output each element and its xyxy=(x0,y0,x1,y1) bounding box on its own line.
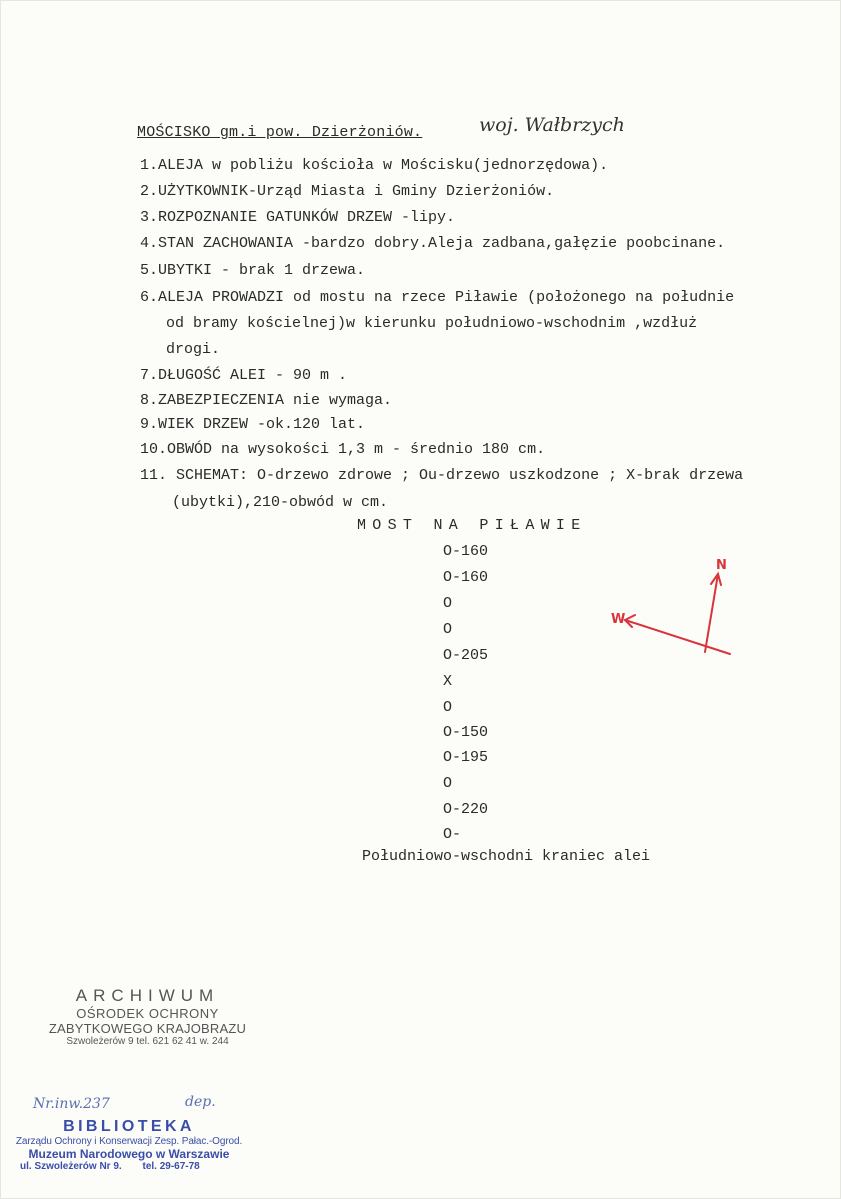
item-11: 11. SCHEMAT: O-drzewo zdrowe ; Ou-drzewo uszkodzone ; X-brak drzewa xyxy=(140,467,744,484)
compass-west-arrow xyxy=(625,620,730,654)
library-stamp-line: Muzeum Narodowego w Warszawie xyxy=(28,1147,230,1161)
compass-west-label: W xyxy=(611,612,626,627)
item-10: 10.OBWÓD na wysokości 1,3 m - średnio 180 cm. xyxy=(140,441,546,458)
item-1: 1.ALEJA w pobliżu kościoła w Mościsku(jednorzędowa). xyxy=(140,157,609,174)
item-2: 2.UŻYTKOWNIK-Urząd Miasta i Gminy Dzierżoniów. xyxy=(140,183,555,200)
item-6: 6.ALEJA PROWADZI od mostu na rzece Piławie (położonego na południe xyxy=(140,289,735,306)
library-stamp-address-row xyxy=(14,1161,244,1172)
tree-entry: X xyxy=(443,673,453,690)
item-3: 3.ROZPOZNANIE GATUNKÓW DRZEW -lipy. xyxy=(140,209,456,226)
handwritten-inventory-number: Nr.inw.237 xyxy=(33,1096,110,1112)
tree-entry: O-195 xyxy=(443,749,489,766)
schema-end-label: Południowo-wschodni kraniec alei xyxy=(362,848,651,865)
tree-entry: O- xyxy=(443,826,462,843)
title-text: MOŚCISKO gm.i pow. Dzierżoniów. xyxy=(137,124,423,141)
item-9: 9.WIEK DRZEW -ok.120 lat. xyxy=(140,416,366,433)
tree-entry: O-150 xyxy=(443,724,489,741)
library-stamp-line: Zarządu Ochrony i Konserwacji Zesp. Pałac.-Ogrod. xyxy=(15,1136,243,1147)
compass-north-label: N xyxy=(716,558,727,573)
tree-entry: O-220 xyxy=(443,801,489,818)
tree-entry: O-160 xyxy=(443,543,489,560)
tree-entry: O xyxy=(443,775,453,792)
tree-entry: O-160 xyxy=(443,569,489,586)
item-7: 7.DŁUGOŚĆ ALEI - 90 m . xyxy=(140,367,348,384)
tree-entry: O xyxy=(443,621,453,638)
item-5: 5.UBYTKI - brak 1 drzewa. xyxy=(140,262,366,279)
tree-entry: O xyxy=(443,699,453,716)
item-8: 8.ZABEZPIECZENIA nie wymaga. xyxy=(140,392,393,409)
document-title xyxy=(137,124,422,141)
item-11-continued: (ubytki),210-obwód w cm. xyxy=(172,494,389,511)
library-stamp-address: ul. Szwoleżerów Nr 9. xyxy=(20,1161,122,1172)
compass-north-arrow xyxy=(705,574,718,652)
archive-stamp xyxy=(40,986,255,1047)
archive-stamp-address: Szwoleżerów 9 tel. 621 62 41 w. 244 xyxy=(66,1036,229,1047)
archive-stamp-line: ZABYTKOWEGO KRAJOBRAZU xyxy=(48,1021,247,1036)
item-6-continued-2: drogi. xyxy=(166,341,221,358)
compass-rose-icon xyxy=(605,552,745,667)
handwritten-voivodeship-note: woj. Wałbrzych xyxy=(479,114,625,136)
tree-entry: O xyxy=(443,595,453,612)
schema-start-label: MOST NA PIŁAWIE xyxy=(357,517,587,534)
archive-stamp-line: OŚRODEK OCHRONY xyxy=(76,1006,219,1021)
library-stamp-phone: tel. 29-67-78 xyxy=(142,1161,200,1172)
library-stamp xyxy=(14,1118,244,1172)
archive-stamp-title: ARCHIWUM xyxy=(75,986,220,1005)
library-stamp-title: BIBLIOTEKA xyxy=(63,1118,195,1135)
item-4: 4.STAN ZACHOWANIA -bardzo dobry.Aleja zadbana,gałęzie poobcinane. xyxy=(140,235,726,252)
item-6-continued: od bramy kościelnej)w kierunku południowo-wschodnim ,wzdłuż xyxy=(166,315,698,332)
handwritten-dep-note: dep. xyxy=(185,1094,216,1110)
tree-entry: O-205 xyxy=(443,647,489,664)
